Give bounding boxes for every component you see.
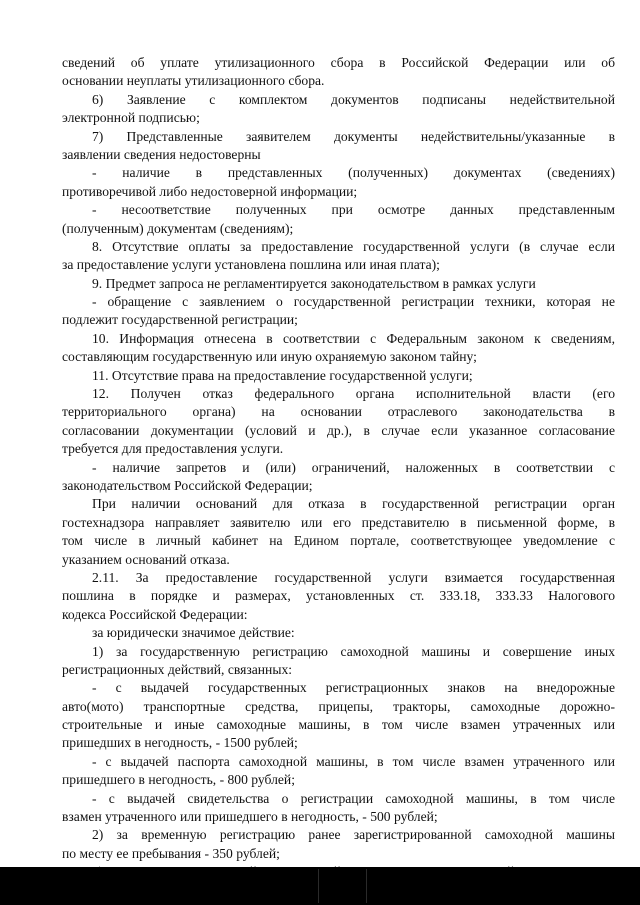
text-line: 8. Отсутствие оплаты за предоставление государственной услуги (в случае если: [92, 238, 615, 254]
text-line: законодательством Российской Федерации;: [62, 477, 313, 493]
text-line: 2) за временную регистрацию ранее зарегистрированной самоходной машины: [92, 827, 615, 843]
text-line: 2.11. За предоставление государственной услуги взимается государственная: [92, 569, 615, 585]
text-line: 9. Предмет запроса не регламентируется законодательством в рамках услуги: [92, 275, 536, 291]
text-line: за предоставление услуги установлена пошлина или иная плата);: [62, 257, 440, 273]
text-line: территориального органа) на основании отраслевого законодательства в: [62, 404, 615, 420]
scan-mark: [366, 869, 367, 903]
text-line: пошлина в порядке и размерах, установленных ст. 333.18, 333.33 Налогового: [62, 588, 615, 604]
text-line: (полученным) документам (сведениям);: [62, 220, 294, 236]
text-line: согласовании документации (условий и др.), в случае если указанное согласование: [62, 422, 615, 438]
text-line: - обращение с заявлением о государственной регистрации техники, которая не: [92, 294, 615, 310]
text-line: - с выдачей свидетельства о регистрации самоходной машины, в том числе: [92, 790, 615, 806]
text-line: авто(мото) транспортные средства, прицепы, тракторы, самоходные дорожно-: [62, 698, 615, 714]
text-line: составляющим государственную или иную охраняемую законом тайну;: [62, 349, 477, 365]
text-line: 6) Заявление с комплектом документов подписаны недействительной: [92, 91, 615, 107]
text-line: кодекса Российской Федерации:: [62, 606, 248, 622]
text-line: основании неуплаты утилизационного сбора.: [62, 73, 325, 89]
text-line: регистрационных действий, связанных:: [62, 661, 293, 677]
text-line: пришедших в негодность, - 1500 рублей;: [62, 735, 298, 751]
text-line: указанием оснований отказа.: [62, 551, 230, 567]
text-line: сведений об уплате утилизационного сбора в Российской Федерации или об: [62, 55, 615, 70]
text-line: - с выдачей паспорта самоходной машины, в том числе взамен утраченного или: [92, 753, 615, 769]
text-line: 11. Отсутствие права на предоставление государственной услуги;: [92, 367, 473, 383]
text-line: - с выдачей государственных регистрационных знаков на внедорожные: [92, 680, 615, 696]
text-line: 10. Информация отнесена в соответствии с Федеральным законом к сведениям,: [92, 330, 615, 346]
text-line: заявлении сведения недостоверны: [62, 146, 261, 162]
text-line: по месту ее пребывания - 350 рублей;: [62, 845, 280, 861]
text-line: При наличии оснований для отказа в государственной регистрации орган: [92, 496, 615, 512]
scan-mark: [318, 869, 319, 903]
text-line: электронной подписью;: [62, 110, 200, 126]
text-line: 7) Представленные заявителем документы недействительны/указанные в: [92, 128, 615, 144]
text-line: за юридически значимое действие:: [92, 625, 295, 641]
text-line: противоречивой либо недостоверной информации;: [62, 183, 358, 199]
text-line: гостехнадзора направляет заявителю или его представителю в письменной форме, в: [62, 514, 615, 530]
document-page: [62, 54, 615, 882]
text-line: том числе в личный кабинет на Едином портале, соответствующее уведомление с: [62, 533, 615, 549]
text-line: пришедшего в негодность, - 800 рублей;: [62, 772, 295, 788]
text-line: 1) за государственную регистрацию самоходной машины и совершение иных: [92, 643, 615, 659]
text-line: 12. Получен отказ федерального органа исполнительной власти (его: [92, 386, 615, 402]
scan-bottom-band: [0, 867, 640, 905]
text-line: - несоответствие полученных при осмотре данных представленным: [92, 202, 615, 218]
text-line: - наличие в представленных (полученных) документах (сведениях): [92, 165, 615, 181]
text-line: - наличие запретов и (или) ограничений, наложенных в соответствии с: [92, 459, 615, 475]
text-line: строительные и иные самоходные машины, в том числе взамен утраченных или: [62, 717, 615, 733]
text-line: подлежит государственной регистрации;: [62, 312, 298, 328]
text-line: взамен утраченного или пришедшего в негодность, - 500 рублей;: [62, 809, 438, 825]
text-line: требуется для предоставления услуги.: [62, 441, 284, 457]
